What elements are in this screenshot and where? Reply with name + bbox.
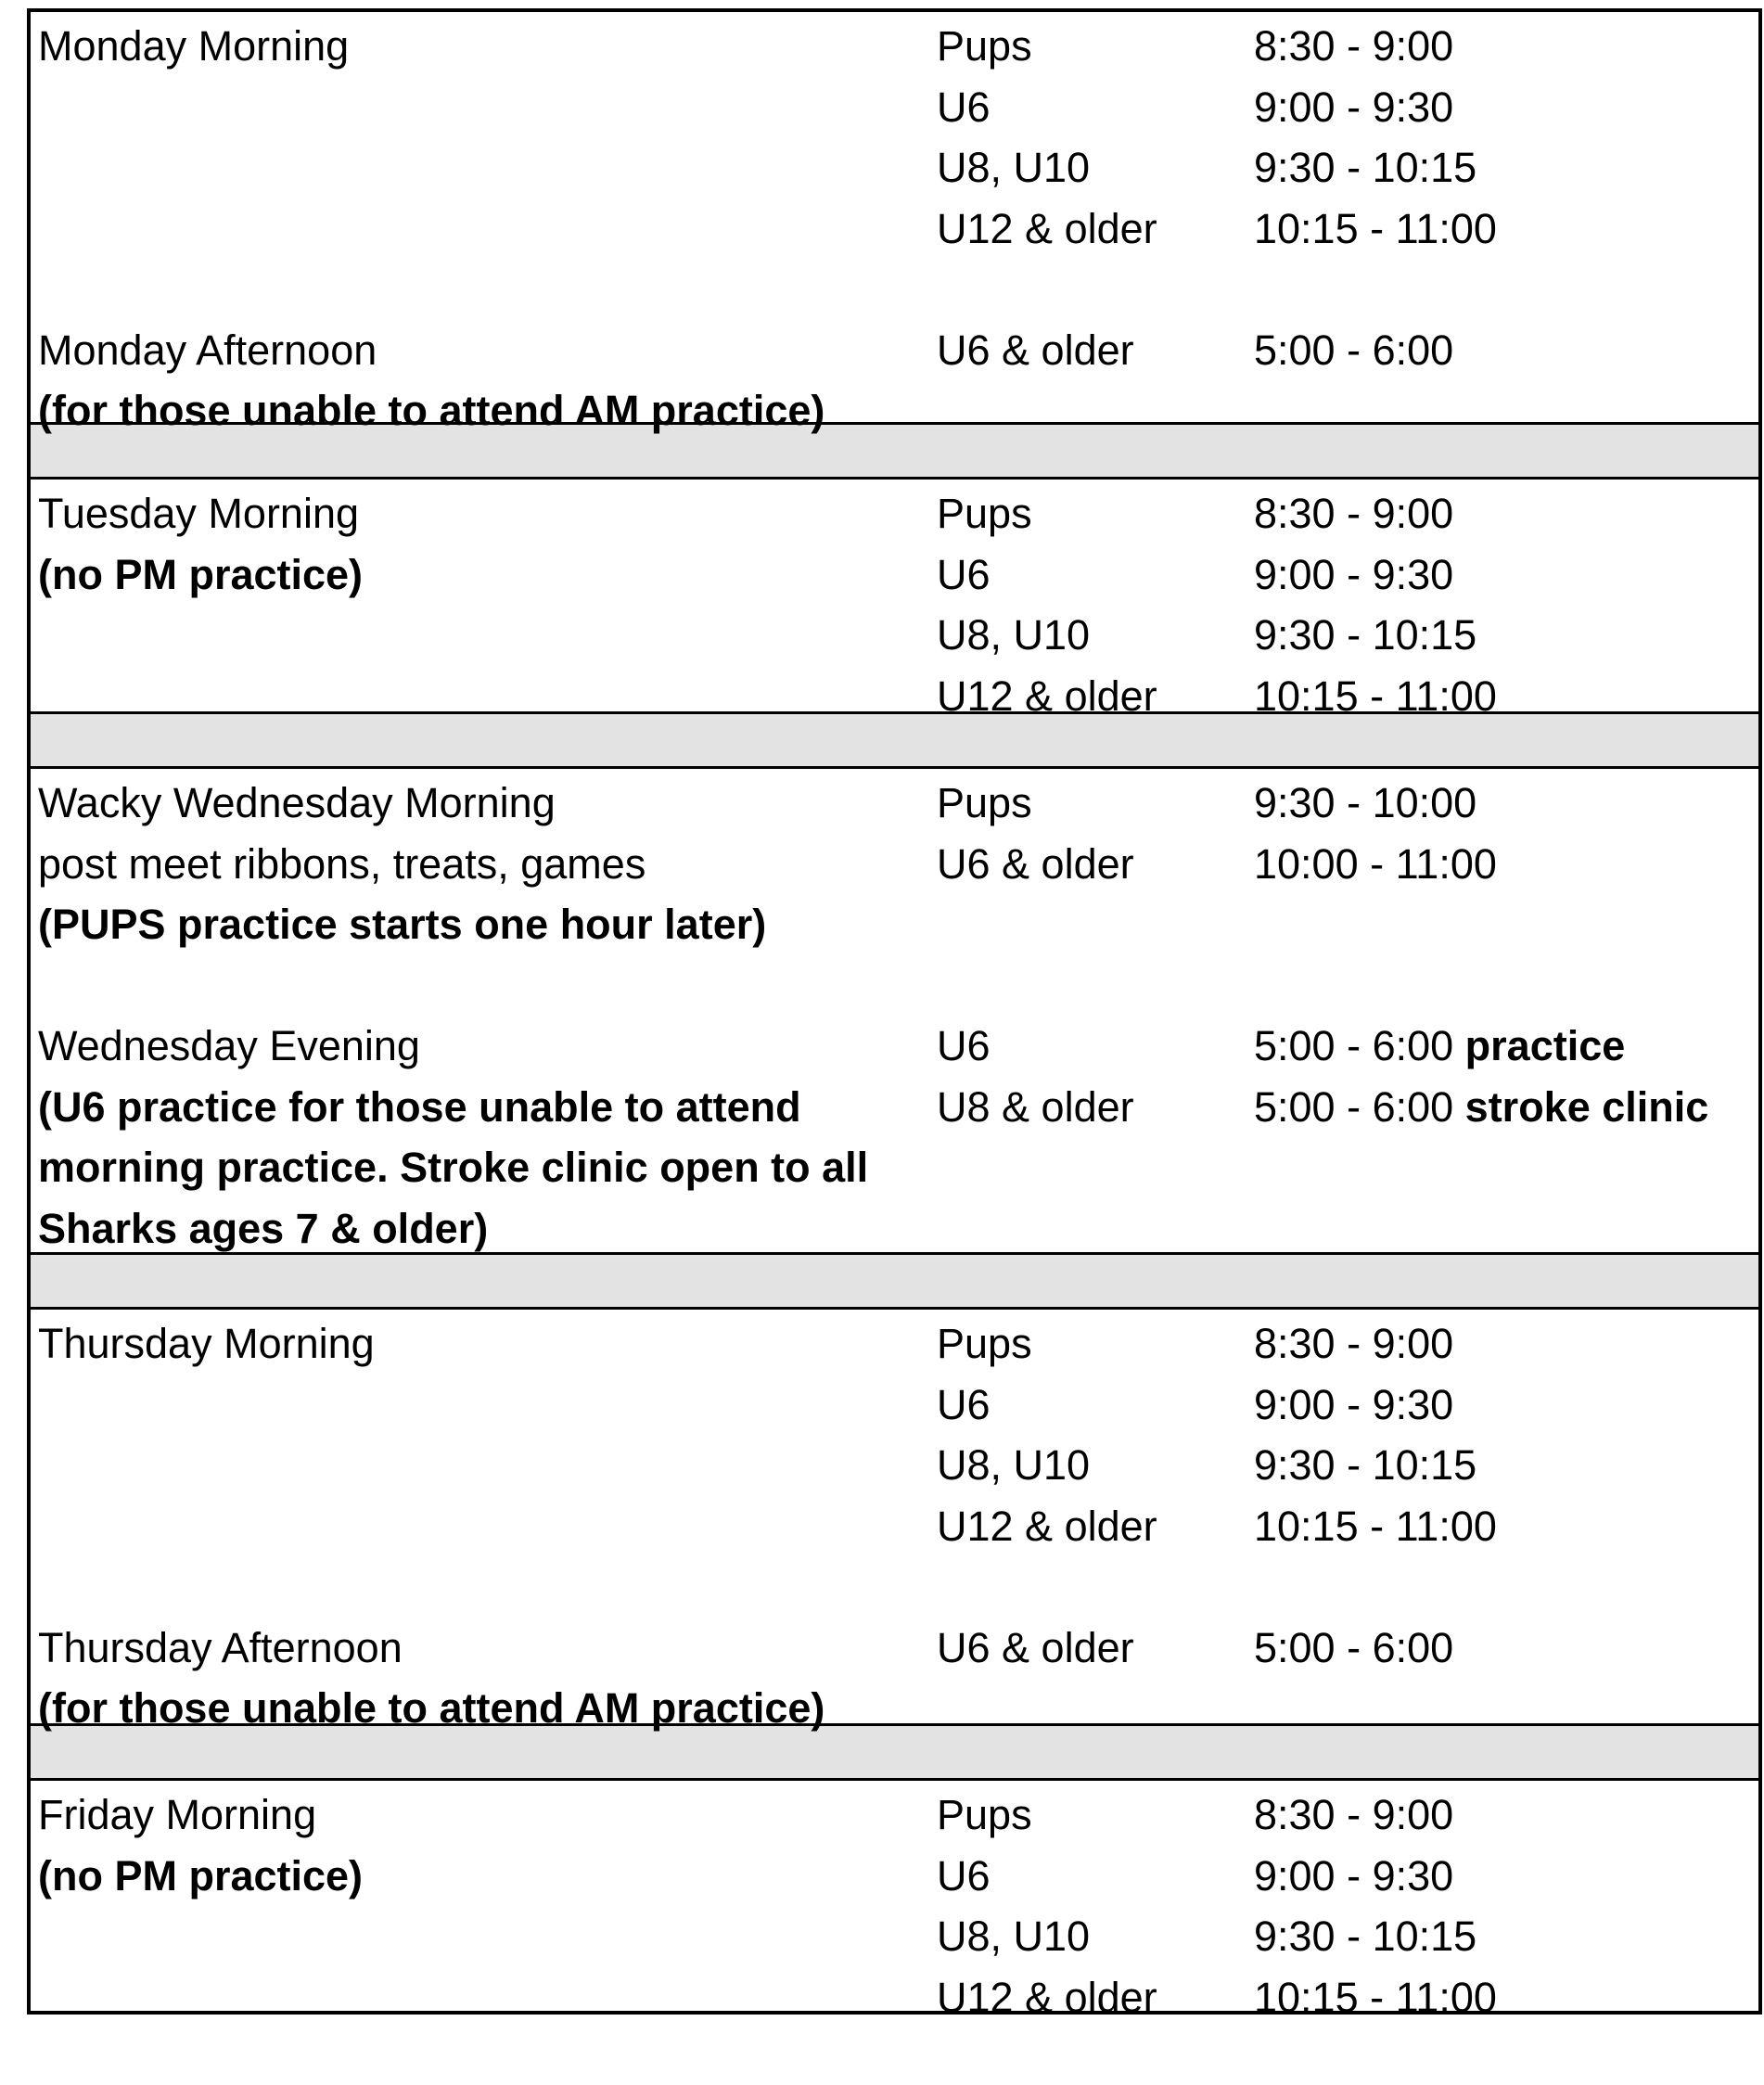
time-slot: [1254, 1967, 1497, 2027]
time-slot: [1254, 1906, 1476, 1966]
time-range: 10:15 - 11:00: [1254, 204, 1497, 252]
age-group: U8, U10: [937, 1912, 1091, 1960]
time-range: 9:00 - 9:30: [1254, 550, 1454, 598]
age-group: U6: [937, 1851, 991, 1900]
time-slot: [1254, 137, 1476, 198]
time-slot: [1254, 1618, 1453, 1678]
age-group: U6 & older: [937, 1623, 1134, 1671]
time-range: 9:00 - 9:30: [1254, 1380, 1454, 1428]
time-range: 9:00 - 9:30: [1254, 1851, 1454, 1900]
age-group: U8, U10: [937, 144, 1091, 191]
time-range: 10:00 - 11:00: [1254, 839, 1497, 888]
time-range: 5:00 - 6:00: [1254, 1082, 1454, 1131]
time-range: 9:30 - 10:15: [1254, 611, 1477, 659]
time-slot: [1254, 483, 1453, 544]
time-slot: [1254, 16, 1453, 76]
age-group: U6: [937, 550, 991, 598]
time-slot: [1254, 77, 1453, 137]
time-range: 5:00 - 6:00: [1254, 1623, 1454, 1671]
day-label: Tuesday Morning: [38, 490, 360, 537]
age-group: Pups: [937, 779, 1032, 826]
age-group: U12 & older: [937, 1502, 1157, 1550]
time-slot: [1254, 1784, 1453, 1845]
day-label: Thursday Afternoon: [38, 1623, 403, 1671]
age-group: U8, U10: [937, 1441, 1091, 1489]
time-range: 8:30 - 9:00: [1254, 1320, 1454, 1367]
time-slot: [1254, 1496, 1497, 1556]
day-label: (for those unable to attend AM practice): [38, 387, 825, 434]
schedule-section: [27, 8, 1762, 434]
time-slot: [1254, 1375, 1453, 1435]
time-range: 10:15 - 11:00: [1254, 1502, 1497, 1550]
time-note: practice: [1464, 1022, 1626, 1069]
time-slot: [1254, 1077, 1708, 1137]
time-slot: [1254, 198, 1497, 259]
day-label: morning practice. Stroke clinic open to all: [38, 1144, 869, 1191]
age-group: Pups: [937, 1320, 1032, 1367]
day-label: Monday Afternoon: [38, 326, 377, 374]
age-group: Pups: [937, 490, 1032, 537]
time-note: stroke clinic: [1464, 1082, 1709, 1131]
day-label: (no PM practice): [38, 1851, 364, 1900]
time-range: 8:30 - 9:00: [1254, 22, 1454, 70]
day-label: Monday Morning: [38, 22, 350, 70]
day-label: (U6 practice for those unable to attend: [38, 1082, 801, 1131]
day-label: Thursday Morning: [38, 1320, 375, 1367]
time-range: 9:00 - 9:30: [1254, 83, 1454, 131]
day-label: post meet ribbons, treats, games: [38, 839, 646, 888]
practice-schedule-table: [27, 8, 1762, 2021]
age-group: U6: [937, 83, 991, 131]
time-range: 9:30 - 10:15: [1254, 144, 1477, 191]
time-slot: [1254, 666, 1497, 726]
time-range: 8:30 - 9:00: [1254, 490, 1454, 537]
age-group: Pups: [937, 1791, 1032, 1838]
age-group: U12 & older: [937, 204, 1157, 252]
time-range: 9:30 - 10:00: [1254, 779, 1477, 826]
age-group: U6: [937, 1022, 991, 1069]
day-label: Friday Morning: [38, 1791, 317, 1838]
age-group: U8, U10: [937, 611, 1091, 659]
section-separator: [27, 711, 1762, 769]
time-slot: [1254, 605, 1476, 665]
schedule-section: [27, 1310, 1762, 1732]
time-slot: [1254, 544, 1453, 605]
section-separator: [27, 1252, 1762, 1310]
schedule-section: [27, 480, 1762, 720]
age-group: Pups: [937, 22, 1032, 70]
day-label: Wacky Wednesday Morning: [38, 779, 556, 826]
time-slot: [1254, 773, 1476, 833]
time-slot: [1254, 320, 1453, 380]
day-label: (PUPS practice starts one hour later): [38, 901, 767, 948]
time-range: 9:30 - 10:15: [1254, 1912, 1477, 1960]
time-slot: [1254, 1435, 1476, 1495]
age-group: U6 & older: [937, 839, 1134, 888]
time-range: 8:30 - 9:00: [1254, 1791, 1454, 1838]
time-slot: [1254, 1846, 1453, 1906]
day-label: Wednesday Evening: [38, 1022, 420, 1069]
schedule-section: [27, 1781, 1762, 2021]
time-range: 10:15 - 11:00: [1254, 1973, 1497, 2021]
age-group: U8 & older: [937, 1082, 1134, 1131]
time-range: 9:30 - 10:15: [1254, 1441, 1477, 1489]
age-group: U12 & older: [937, 672, 1157, 720]
time-range: 5:00 - 6:00: [1254, 1022, 1454, 1069]
day-label: Sharks ages 7 & older): [38, 1204, 489, 1252]
time-slot: [1254, 1313, 1453, 1374]
day-label: (for those unable to attend AM practice): [38, 1684, 825, 1732]
time-range: 5:00 - 6:00: [1254, 326, 1454, 374]
day-label: (no PM practice): [38, 550, 364, 598]
time-slot: [1254, 834, 1497, 894]
age-group: U12 & older: [937, 1973, 1157, 2021]
time-range: 10:15 - 11:00: [1254, 672, 1497, 720]
age-group: U6: [937, 1380, 991, 1428]
schedule-section: [27, 769, 1762, 1252]
age-group: U6 & older: [937, 326, 1134, 374]
time-slot: [1254, 1016, 1625, 1076]
